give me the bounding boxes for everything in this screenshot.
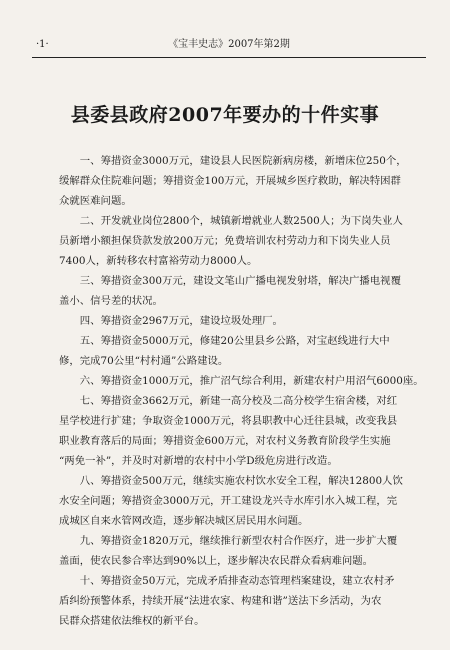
paragraph	[59, 311, 409, 331]
paragraph	[59, 531, 409, 571]
paragraph-line: 水安全问题；筹措资金3000万元，开工建设龙兴寺水库引水入城工程，完	[59, 495, 398, 507]
paragraph	[59, 331, 409, 371]
paragraph-line: 民群众搭建依法维权的新平台。	[59, 615, 205, 627]
paragraph	[59, 271, 409, 311]
paragraph-line: 7400人，新转移农村富裕劳动力8000人。	[59, 255, 258, 267]
paragraph-line: 员新增小额担保贷款发放200万元；免费培训农村劳动力和下岗失业人员	[59, 235, 391, 247]
page-number: ·1·	[36, 39, 49, 50]
paragraph-line: 十、筹措资金50万元，完成矛盾排查动态管理档案建设，建立农村矛	[79, 575, 395, 587]
paragraph-line: 修，完成70公里“村村通”公路建设。	[59, 355, 229, 367]
paragraph-line: 星学校进行扩建；争取资金1000万元，将县职教中心迁往县城，改变我县	[59, 415, 398, 427]
paragraph-line: 八、筹措资金500万元，继续实施农村饮水安全工程，解决12800人饮	[79, 475, 403, 487]
paragraph-line: 众就医难问题。	[59, 195, 132, 207]
document-title: 县委县政府2007年要办的十件实事	[70, 104, 380, 126]
paragraph-line: 六、筹措资金1000万元，推广沼气综合利用，新建农村户用沼气6000座。	[79, 375, 424, 387]
paragraph	[59, 371, 424, 391]
paragraph-line: 三、筹措资金300万元，建设文笔山广播电视发射塔，解决广播电视覆	[79, 275, 401, 287]
paragraph-line: 盖面，使农民参合率达到90%以上，逐步解决农民群众看病难问题。	[59, 555, 374, 567]
paragraph	[59, 151, 409, 211]
paragraph-line: 缓解群众住院难问题；筹措资金100万元，开展城乡医疗救助，解决特困群	[59, 175, 401, 187]
paragraph-line: 九、筹措资金1820万元，继续推行新型农村合作医疗，进一步扩大覆	[79, 535, 398, 547]
paragraph	[59, 571, 409, 631]
paragraph-line: 盖小、信号差的状况。	[59, 295, 163, 307]
paragraph-line: 一、筹措资金3000万元，建设县人民医院新病房楼，新增床位250个，	[79, 155, 407, 167]
paragraph	[59, 211, 409, 271]
paragraph-line: 盾纠纷预警体系，持续开展“法进农家、构建和谐”送法下乡活动，为农	[59, 595, 382, 607]
paragraph-line: 二、开发就业岗位2800个，城镇新增就业人数2500人；为下岗失业人	[79, 215, 403, 227]
paragraph-line: 四、筹措资金2967万元，建设垃圾处理厂。	[79, 315, 283, 327]
paragraph-line: 五、筹措资金5000万元，修建20公里县乡公路，对宝赵线进行大中	[79, 335, 390, 347]
paragraph-line: “两免一补”，并及时对新增的农村中小学D级危房进行改造。	[59, 455, 338, 467]
document-body	[59, 151, 424, 631]
paragraph	[59, 391, 409, 471]
paragraph-line: 七、筹措资金3662万元，新建一高分校及二高分校学生宿舍楼，对红	[79, 395, 398, 407]
running-header	[32, 36, 426, 54]
paragraph-line: 职业教育落后的局面；筹措资金600万元，对农村义务教育阶段学生实施	[59, 435, 391, 447]
paragraph-line: 成城区自来水管网改造，逐步解决城区居民用水问题。	[59, 515, 309, 527]
journal-issue-title: 《宝丰史志》2007年第2期	[168, 39, 290, 50]
paragraph	[59, 471, 409, 531]
header-rule	[32, 57, 426, 58]
